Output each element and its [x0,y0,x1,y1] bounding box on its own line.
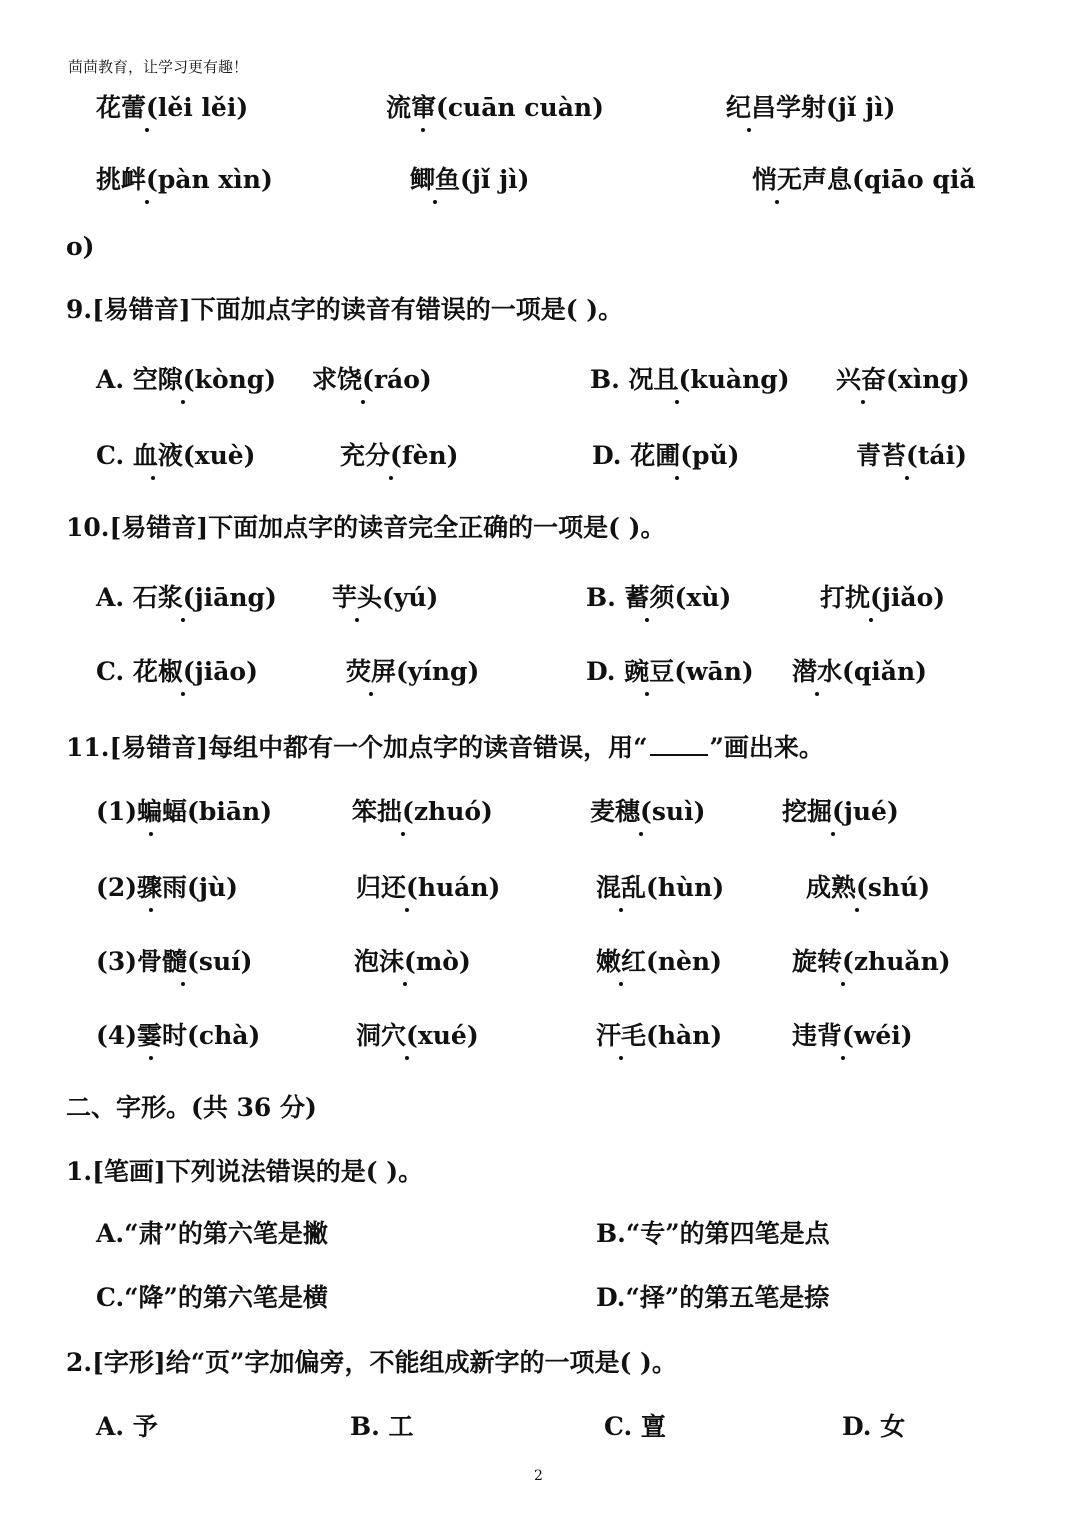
emphasis-dot [181,618,185,622]
option-item: 混乱(hùn) [596,873,725,902]
emphasis-dot [619,908,623,912]
emphasis-dot [831,832,835,836]
option-row-o10c [0,652,1080,692]
option-item: 成熟(shú) [806,873,931,902]
pinyin-item: 悄无声息(qiāo qiǎ [752,165,976,194]
question-q9: 9.[易错音]下面加点字的读音有错误的一项是( )。 [66,295,624,324]
emphasis-dot [149,1056,153,1060]
option-item: 违背(wéi) [792,1021,913,1050]
option-row-o10a [0,578,1080,618]
emphasis-dot [151,476,155,480]
question-q11: 11.[易错音]每组中都有一个加点字的读音错误，用“ ”画出来。 [66,733,824,762]
emphasis-dot [905,476,909,480]
question-q1: 1.[笔画]下列说法错误的是( )。 [66,1157,424,1186]
emphasis-dot [619,982,623,986]
option-item: B. 蓄须(xù) [586,583,732,612]
option-item: 笨拙(zhuó) [352,797,493,826]
emphasis-dot [675,476,679,480]
pinyin-item: 流窜(cuān cuàn) [386,93,604,122]
emphasis-dot [145,200,149,204]
emphasis-dot [181,692,185,696]
option-item: A. 石浆(jiāng) [96,583,277,612]
emphasis-dot [405,908,409,912]
emphasis-dot [401,832,405,836]
option-row-o9c [0,436,1080,476]
pinyin-item: 挑衅(pàn xìn) [96,165,273,194]
emphasis-dot [775,200,779,204]
option-item: 泡沫(mò) [354,947,471,976]
pinyin-row-l1 [0,88,1080,128]
emphasis-dot [861,400,865,404]
question-q2: 2.[字形]给“页”字加偏旁，不能组成新字的一项是( )。 [66,1348,677,1377]
option-item: D. 女 [842,1412,906,1441]
emphasis-dot [405,1056,409,1060]
emphasis-dot [869,618,873,622]
option-item: 打扰(jiǎo) [820,583,946,612]
wrapped-line-end: o) [66,232,95,261]
pinyin-row-l2 [0,160,1080,200]
option-row-o2 [0,1407,1080,1447]
emphasis-dot [815,692,819,696]
emphasis-dot [841,982,845,986]
emphasis-dot [675,400,679,404]
emphasis-dot [841,1056,845,1060]
option-row-o11c [0,942,1080,982]
option-row-o1a [0,1214,1080,1254]
option-item: 洞穴(xué) [356,1021,479,1050]
option-item: 汗毛(hàn) [596,1021,723,1050]
pinyin-item: 花蕾(lěi lěi) [96,93,249,122]
emphasis-dot [403,982,407,986]
emphasis-dot [645,618,649,622]
emphasis-dot [389,476,393,480]
option-item: (1)蝙蝠(biān) [96,797,273,826]
option-row-o11d [0,1016,1080,1056]
pinyin-item: 纪昌学射(jǐ jì) [726,93,896,122]
option-item: C. 花椒(jiāo) [96,657,258,686]
option-item: A. 予 [96,1412,158,1441]
option-item: (3)骨髓(suí) [96,947,253,976]
emphasis-dot [181,982,185,986]
option-item: 归还(huán) [356,873,501,902]
emphasis-dot [421,128,425,132]
option-row-o9a [0,360,1080,400]
emphasis-dot [619,1056,623,1060]
option-item: A. 空隙(kòng) [96,365,277,394]
option-item: 兴奋(xìng) [836,365,970,394]
option-item: 嫩红(nèn) [596,947,722,976]
option-item: D.“择”的第五笔是捺 [596,1283,830,1312]
emphasis-dot [361,400,365,404]
option-item: 青苔(tái) [856,441,967,470]
option-item: B. 工 [350,1412,414,1441]
question-q10: 10.[易错音]下面加点字的读音完全正确的一项是( )。 [66,513,666,542]
question-sec2: 二、字形。(共 36 分) [66,1093,317,1122]
emphasis-dot [855,908,859,912]
option-item: B. 况且(kuàng) [590,365,790,394]
emphasis-dot [149,908,153,912]
pinyin-item: 鲫鱼(jǐ jì) [410,165,530,194]
option-item: 芋头(yú) [332,583,439,612]
option-item: B.“专”的第四笔是点 [596,1219,830,1248]
option-item: C. 血液(xuè) [96,441,256,470]
emphasis-dot [145,128,149,132]
page-header: 茴茴教育，让学习更有趣！ [68,58,249,76]
emphasis-dot [181,400,185,404]
emphasis-dot [639,832,643,836]
option-item: 麦穗(suì) [590,797,706,826]
emphasis-dot [747,128,751,132]
option-item: D. 豌豆(wān) [586,657,754,686]
option-row-o1c [0,1278,1080,1318]
option-item: 挖掘(jué) [782,797,899,826]
emphasis-dot [645,692,649,696]
option-row-o11b [0,868,1080,908]
emphasis-dot [369,692,373,696]
option-item: 潜水(qiǎn) [792,657,928,686]
option-item: (2)骤雨(jù) [96,873,238,902]
page-number: 2 [534,1468,543,1484]
option-item: 旋转(zhuǎn) [792,947,951,976]
option-item: 求饶(ráo) [312,365,432,394]
option-item: 充分(fèn) [340,441,459,470]
emphasis-dot [149,832,153,836]
option-item: D. 花圃(pǔ) [592,441,740,470]
emphasis-dot [433,200,437,204]
underline-blank [650,732,708,756]
emphasis-dot [355,618,359,622]
option-item: A.“肃”的第六笔是撇 [96,1219,328,1248]
option-item: C.“降”的第六笔是横 [96,1283,328,1312]
option-item: C. 亶 [604,1412,666,1441]
option-item: 荧屏(yíng) [346,657,480,686]
option-row-o11a [0,792,1080,832]
option-item: (4)霎时(chà) [96,1021,261,1050]
